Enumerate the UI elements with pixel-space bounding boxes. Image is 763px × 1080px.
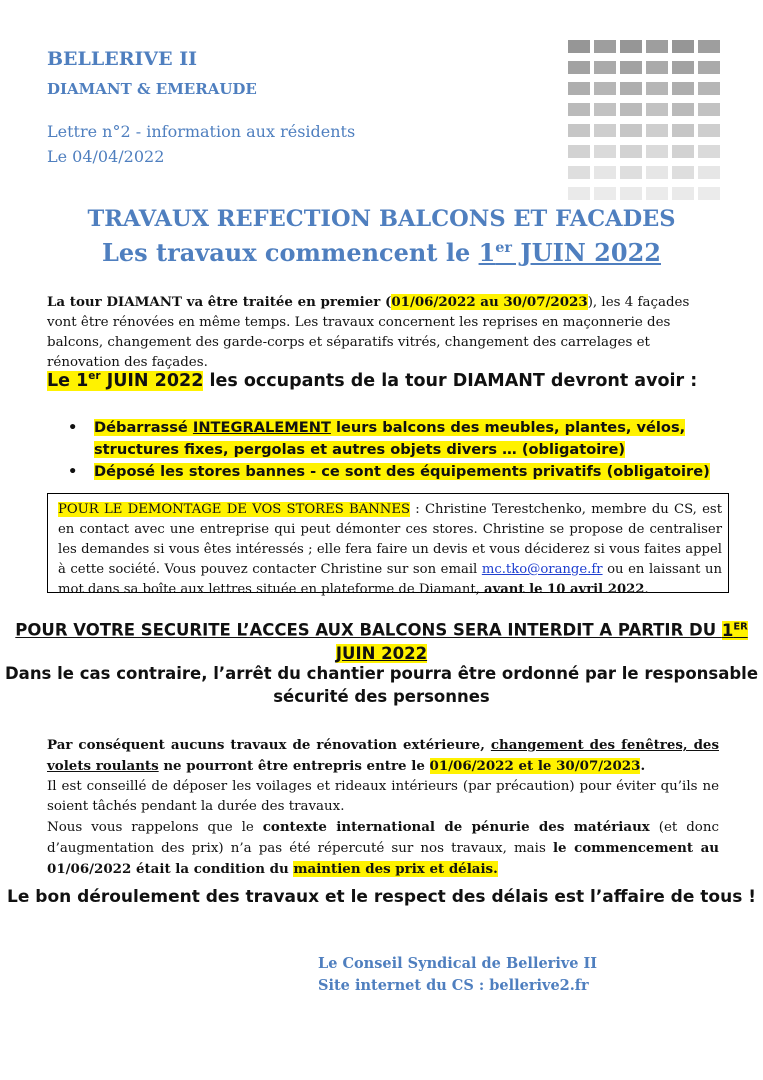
building-window bbox=[646, 187, 668, 200]
building-window bbox=[620, 82, 642, 95]
bullet-icon: • bbox=[68, 419, 78, 436]
building-window bbox=[672, 61, 694, 74]
building-window bbox=[646, 82, 668, 95]
building-window bbox=[594, 187, 616, 200]
building-window bbox=[568, 124, 590, 137]
consequences-paragraph bbox=[47, 735, 719, 880]
building-window bbox=[594, 103, 616, 116]
building-window bbox=[646, 40, 668, 53]
building-window bbox=[568, 82, 590, 95]
list-item: • Débarrassé INTEGRALEMENT leurs balcons des meubles, plantes, vélos, structures fixes, pergolas et autres objets divers … (obligatoire) bbox=[68, 419, 686, 458]
building-window bbox=[698, 166, 720, 179]
box-text-2: ou en laissant un mot dans sa boîte aux lettres située en plateforme de Diamant, bbox=[58, 562, 722, 597]
building-window bbox=[568, 145, 590, 158]
building-window bbox=[568, 187, 590, 200]
building-window bbox=[672, 40, 694, 53]
list-item: • Déposé les stores bannes - ce sont des équipements privatifs (obligatoire) bbox=[64, 461, 722, 483]
building-window-row bbox=[568, 82, 723, 95]
building-window bbox=[646, 61, 668, 74]
building-window bbox=[568, 166, 590, 179]
prices-reminder: Nous vous rappelons que le contexte international de pénurie des matériaux (et donc d’augmentation des prix) n’a pas été répercuté sur nos travaux, mais le commencement au 01/06/2022 était la condition du maintien des prix et délais. bbox=[47, 819, 719, 877]
intro-paragraph bbox=[47, 292, 719, 373]
building-window bbox=[568, 61, 590, 74]
building-window bbox=[594, 145, 616, 158]
building-window bbox=[620, 40, 642, 53]
building-window-row bbox=[568, 103, 723, 116]
bullet-icon: • bbox=[68, 463, 78, 480]
building-window bbox=[698, 82, 720, 95]
box-deadline: avant le 10 avril 2022 bbox=[484, 582, 645, 597]
building-window bbox=[568, 40, 590, 53]
signature-council: Le Conseil Syndical de Bellerive II bbox=[318, 955, 598, 972]
building-window-row bbox=[568, 40, 723, 53]
security-warning: POUR VOTRE SECURITE L’ACCES AUX BALCONS SERA INTERDIT A PARTIR DU 1ER JUIN 2022 bbox=[15, 620, 748, 663]
building-window bbox=[698, 187, 720, 200]
building-window bbox=[594, 61, 616, 74]
building-window bbox=[646, 103, 668, 116]
building-window bbox=[672, 124, 694, 137]
building-window bbox=[672, 145, 694, 158]
building-logo-icon bbox=[568, 40, 723, 208]
letter-date: Le 04/04/2022 bbox=[47, 147, 165, 166]
building-window bbox=[620, 166, 642, 179]
occupants-rest: les occupants de la tour DIAMANT devront avoir : bbox=[203, 370, 698, 391]
building-window bbox=[698, 61, 720, 74]
box-heading: POUR LE DEMONTAGE DE VOS STORES BANNES bbox=[58, 502, 410, 517]
curtains-advice: Il est conseillé de déposer les voilages et rideaux intérieurs (par précaution) pour éviter qu’ils ne soient tâchés pendant la durée des travaux. bbox=[47, 779, 719, 814]
intro-dates: 01/06/2022 au 30/07/2023 bbox=[391, 294, 588, 310]
subtitle-prefix: Les travaux commencent le bbox=[102, 238, 479, 267]
building-window bbox=[698, 124, 720, 137]
org-subtitle: DIAMANT & EMERAUDE bbox=[47, 80, 257, 98]
building-window-row bbox=[568, 61, 723, 74]
building-window bbox=[594, 40, 616, 53]
stores-info-box: POUR LE DEMONTAGE DE VOS STORES BANNES : Christine Terestchenko, membre du CS, est en contact avec une entreprise qui peut démonter ces stores. Christine se propose de centraliser les demandes si vous êtes intéressés ; elle fera faire un devis et vous déciderez si vous faites appel à cette société. Vous pouvez contacter Christine sur son email mc.tko@orange.fr ou en laissant un mot dans sa boîte aux lettres située en plateforme de Diamant, avant le 10 avril 2022. bbox=[47, 493, 729, 593]
restriction-line: Par conséquent aucuns travaux de rénovation extérieure, changement des fenêtres, des volets roulants ne pourront être entrepris entre le 01/06/2022 et le 30/07/2023. bbox=[47, 737, 719, 774]
building-window bbox=[698, 103, 720, 116]
occupants-heading bbox=[47, 370, 697, 391]
building-window bbox=[594, 124, 616, 137]
building-window bbox=[620, 145, 642, 158]
building-window bbox=[672, 166, 694, 179]
building-window bbox=[698, 40, 720, 53]
building-window-row bbox=[568, 145, 723, 158]
occupants-date: Le 1er JUIN 2022 bbox=[47, 370, 204, 391]
intro-lead: La tour DIAMANT va être traitée en premier ( bbox=[47, 294, 392, 310]
building-window bbox=[568, 103, 590, 116]
building-window bbox=[646, 166, 668, 179]
building-window bbox=[672, 82, 694, 95]
building-window bbox=[698, 145, 720, 158]
main-subtitle bbox=[0, 238, 763, 267]
signature-website: Site internet du CS : bellerive2.fr bbox=[318, 977, 589, 994]
building-window-row bbox=[568, 124, 723, 137]
building-window-row bbox=[568, 187, 723, 200]
building-window bbox=[646, 124, 668, 137]
email-link[interactable]: mc.tko@orange.fr bbox=[481, 562, 603, 577]
intro-rest: ), les 4 façades vont être rénovées en même temps. Les travaux concernent les reprises en maçonnerie des balcons, changement des garde-corps et séparatifs vitrés, changement des carrelages et rénovation des façades. bbox=[47, 295, 690, 370]
building-window bbox=[620, 103, 642, 116]
building-window bbox=[620, 187, 642, 200]
org-title: BELLERIVE II bbox=[47, 48, 198, 70]
building-window bbox=[672, 187, 694, 200]
subtitle-month: JUIN 2022 bbox=[512, 238, 661, 267]
obligations-list bbox=[64, 417, 722, 483]
building-window bbox=[672, 103, 694, 116]
subtitle-day: 1 bbox=[478, 238, 496, 267]
building-window bbox=[594, 166, 616, 179]
building-window bbox=[620, 124, 642, 137]
building-window-row bbox=[568, 166, 723, 179]
building-window bbox=[620, 61, 642, 74]
closing-statement: Le bon déroulement des travaux et le respect des délais est l’affaire de tous ! bbox=[7, 887, 756, 907]
box-text: : Christine Terestchenko, membre du CS, est en contact avec une entreprise qui peut démonter ces stores. Christine se propose de centraliser les demandes si vous êtes intéressés ; elle fera faire un devis et vous déciderez si vous faites appel à cette société. Vous pouvez contacter Christine sur son email bbox=[58, 502, 722, 577]
building-window bbox=[646, 145, 668, 158]
security-consequence: Dans le cas contraire, l’arrêt du chantier pourra être ordonné par le responsable sécurité des personnes bbox=[4, 664, 759, 706]
subtitle-sup: er bbox=[495, 239, 513, 256]
main-title: TRAVAUX REFECTION BALCONS ET FACADES bbox=[87, 206, 676, 232]
letter-number: Lettre n°2 - information aux résidents bbox=[47, 122, 356, 141]
building-window bbox=[594, 82, 616, 95]
